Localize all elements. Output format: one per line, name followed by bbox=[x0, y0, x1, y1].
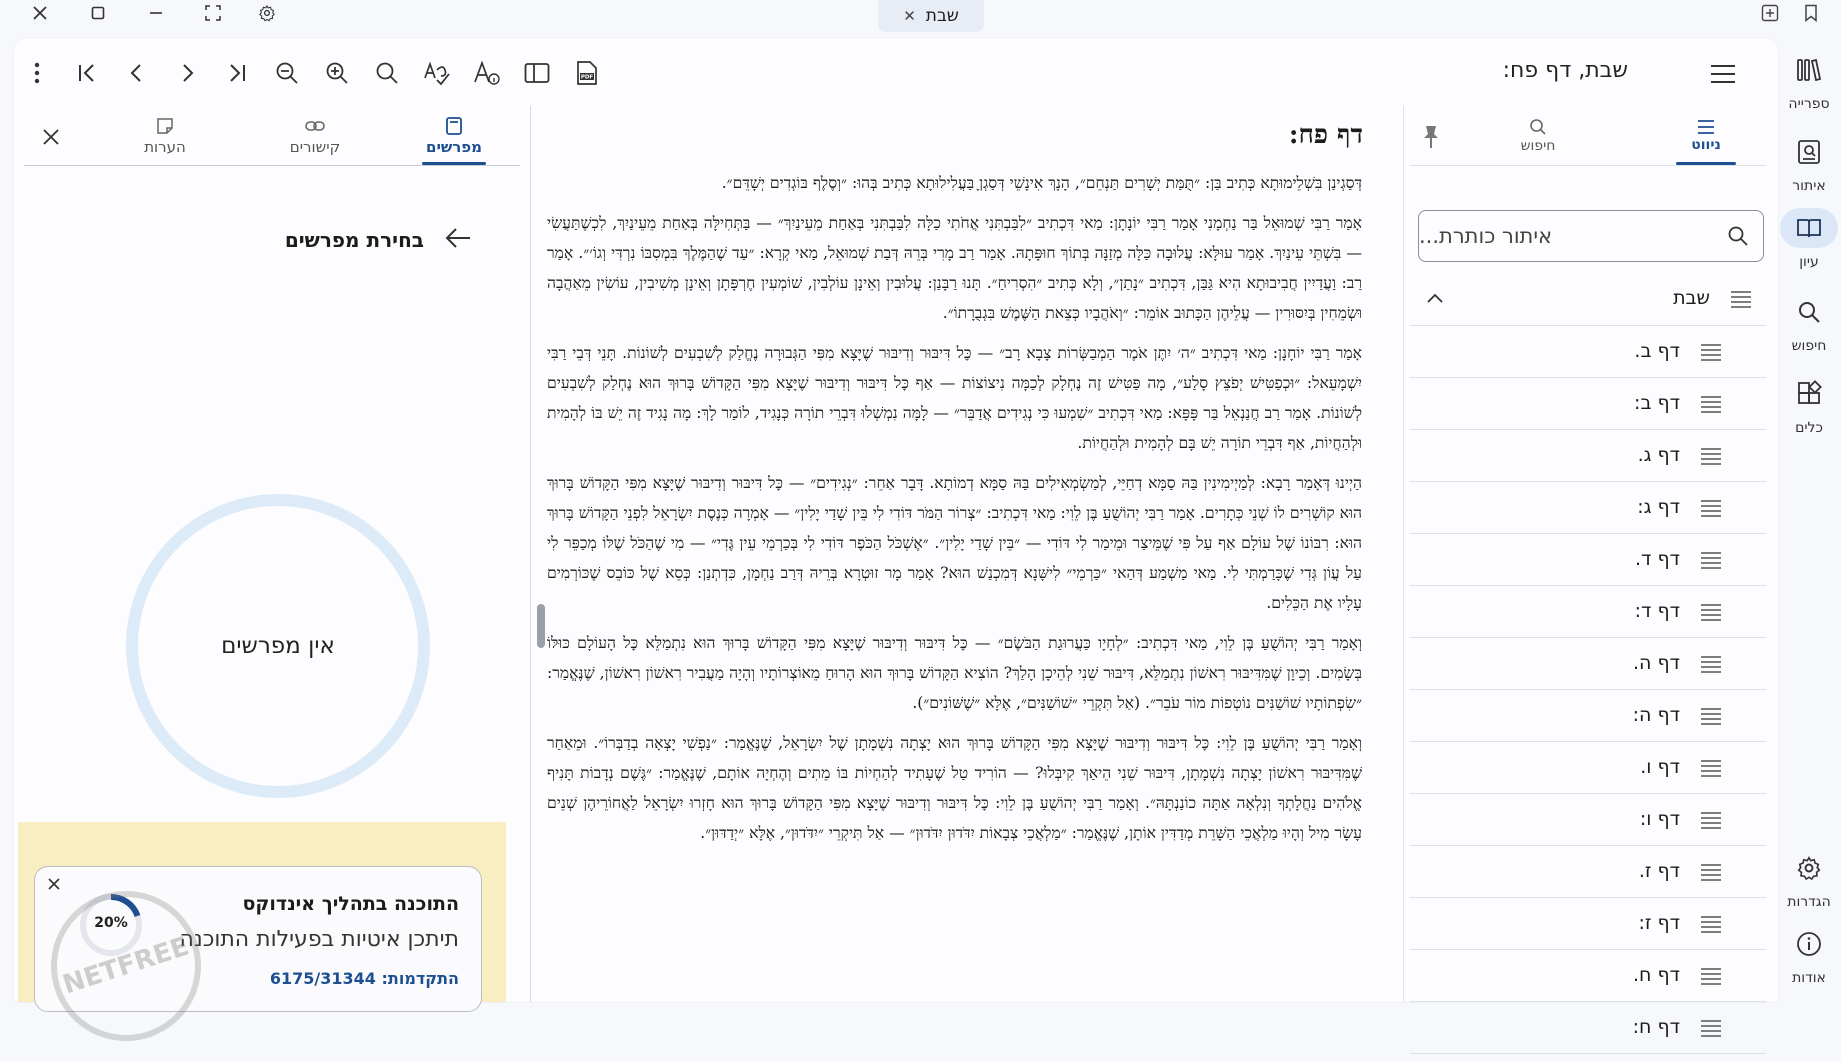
gear-icon bbox=[258, 4, 276, 22]
search-placeholder: איתור כותרת... bbox=[1419, 224, 1553, 248]
rail-label: הגדרות bbox=[1787, 894, 1831, 910]
find-icon bbox=[1795, 138, 1823, 166]
book-toc-header[interactable] bbox=[1410, 272, 1766, 326]
toc-row[interactable] bbox=[1410, 846, 1766, 898]
close-icon bbox=[47, 877, 61, 891]
toc-row[interactable] bbox=[1410, 326, 1766, 378]
book-label: שבת bbox=[1673, 287, 1710, 309]
rail-about[interactable] bbox=[1777, 924, 1841, 986]
tab-notes[interactable] bbox=[110, 110, 220, 162]
pdf-button[interactable] bbox=[570, 56, 604, 90]
toc-label: דף ז: bbox=[1638, 912, 1680, 934]
zoom-in-button[interactable] bbox=[320, 56, 354, 90]
tab-label: שבת bbox=[925, 6, 959, 26]
window-settings-button[interactable] bbox=[253, 0, 281, 26]
zoom-out-icon bbox=[275, 61, 299, 85]
search-icon bbox=[1795, 298, 1823, 326]
tab-label: הערות bbox=[144, 138, 186, 156]
toast-title: התוכנה בתהליך אינדוקס bbox=[242, 893, 459, 915]
text-paragraph: אָמַר רַבִּי שְׁמוּאֵל בַּר נַחְמָנִי אָמַר רַבִּי יוֹנָתָן: מַאי דִּכְתִיב ״לִבַּבְתִּנִי אֲחֹתִי כַלָּה לִבַּבְתִּנִי בְּאַחַת מֵעֵינַיִךְ״ — בַּתְּחִילָּה בְּאַחַת מֵעֵינַיִךְ, לִכְשֶׁתַּעֲשִׂי — בִּשְׁתֵּי עֵינַיִךְ. אָמַר עוּלָּא: עֲלוּבָה כַּלָּה מְזַנָּה בְּתוֹךְ חוּפָּתָהּ. אָמַר רַב מָרִי בְּרֵהּ דְּבַת שְׁמוּאֵל, מַאי קְרָא: ״עַד שֶׁהַמֶּלֶךְ בִּמְסִבּוֹ נִרְדִּי וְגוֹ׳״. אָמַר רַב: וַעֲדַיִין חֲבִיבוּתָא הִיא גַּבַּן, דִּכְתִיב ״נָתַן״, וְלָא כְּתִיב ״הִסְרִיחַ״. תָּנוּ רַבָּנַן: עֲלוּבִין וְאֵינָן עוֹלְבִין, שׁוֹמְעִין חֶרְפָּתָן וְאֵינָן מְשִׁיבִין, עוֹשִׂין מֵאַהֲבָה וּשְׂמֵחִין בְּיִסּוּרִין — עֲלֵיהֶן הַכָּתוּב אוֹמֵר: ״וְאֹהֲבָיו כְּצֵאת הַשֶּׁמֶשׁ בִּגְבֻרָתוֹ״. bbox=[547, 214, 1362, 322]
link-icon bbox=[304, 116, 326, 136]
library-icon bbox=[1795, 56, 1823, 84]
text-paragraph: וְאָמַר רַבִּי יְהוֹשֻׁעַ בֶּן לֵוִי, מַאי דִּכְתִיב: ״לְחָיָו כַּעֲרוּגַת הַבֹּשֶׂם״ — כׇּל דִּיבּוּר וְדִיבּוּר שֶׁיָּצָא מִפִּי הַקָּדוֹשׁ בָּרוּךְ הוּא נִתְמַלֵּא כׇּל הָעוֹלָם כּוּלּוֹ בְּשָׂמִים. וְכֵיוָן שֶׁמִּדִּיבּוּר רִאשׁוֹן נִתְמַלֵּא, דִּיבּוּר שֵׁנִי לְהֵיכָן הָלַךְ? הוֹצִיא הַקָּדוֹשׁ בָּרוּךְ הוּא הָרוּחַ מֵאוֹצְרוֹתָיו וְהָיָה מַעֲבִיר רִאשׁוֹן רִאשׁוֹן, שֶׁנֶּאֱמַר: ״שִׂפְתוֹתָיו שׁוֹשַׁנִּים נוֹטְפוֹת מוֹר עֹבֵר״. (אַל תִּקְרֵי ״שׁוֹשַׁנִּים״, אֶלָּא ״שֶׁשּׁוֹנִים״). bbox=[547, 634, 1362, 712]
search-icon bbox=[1727, 225, 1749, 247]
zoom-in-icon bbox=[325, 61, 349, 85]
list-icon bbox=[1700, 499, 1722, 517]
book-open-icon bbox=[1795, 214, 1823, 242]
search-in-text-button[interactable] bbox=[370, 56, 404, 90]
toc-label: דף ח: bbox=[1632, 1016, 1680, 1038]
toc-label: דף ו: bbox=[1639, 808, 1680, 830]
more-vertical-icon bbox=[34, 62, 40, 84]
list-icon bbox=[1700, 915, 1722, 933]
chevron-up-icon[interactable] bbox=[1424, 287, 1446, 309]
add-tab-icon bbox=[1761, 4, 1779, 22]
close-icon bbox=[32, 5, 48, 21]
tab-label: מפרשים bbox=[426, 138, 482, 156]
tools-icon bbox=[1795, 380, 1823, 408]
gear-icon bbox=[1796, 855, 1822, 881]
toc-row[interactable] bbox=[1410, 898, 1766, 950]
list-icon bbox=[1700, 1019, 1722, 1037]
divider bbox=[1410, 165, 1766, 166]
more-options-button[interactable] bbox=[20, 56, 54, 90]
rail-search[interactable] bbox=[1777, 292, 1841, 354]
hamburger-icon bbox=[1709, 63, 1737, 85]
rail-find[interactable] bbox=[1777, 132, 1841, 194]
progress-percent: 20% bbox=[94, 915, 128, 931]
reader-toolbar bbox=[14, 38, 1778, 106]
first-page-button[interactable] bbox=[70, 56, 104, 90]
toc-label: דף ג. bbox=[1637, 444, 1680, 466]
toc-label: דף ב. bbox=[1634, 340, 1680, 362]
toc-label: דף ג: bbox=[1637, 496, 1680, 518]
tab-shabbat[interactable] bbox=[878, 0, 984, 32]
info-icon bbox=[1796, 931, 1822, 957]
list-icon bbox=[1700, 395, 1722, 413]
text-check-icon bbox=[423, 60, 451, 86]
rail-library[interactable] bbox=[1777, 50, 1841, 112]
list-icon bbox=[1700, 811, 1722, 829]
rail-tools[interactable] bbox=[1777, 374, 1841, 436]
nav-tabs bbox=[1404, 106, 1779, 166]
split-view-button[interactable] bbox=[520, 56, 554, 90]
empty-message: אין מפרשים bbox=[221, 633, 335, 659]
commentators-panel bbox=[14, 106, 530, 1002]
text-paragraph: דְּסַגְינַן בִּשְׁלֵימוּתָא כְּתִיב בַּן: ״תֻּמַּת יְשָׁרִים תַּנְחֵם״, הָנָךְ אִינָשֵׁי דְּסַגְןָ בַּעֲלִילוּתָא כְּתִיב בְּהוּ: ״וְסֶלֶף בּוֹגְדִים יְשָׁדֵּם״. bbox=[721, 174, 1362, 192]
toc-label: דף ו. bbox=[1640, 756, 1680, 778]
bookmark-icon bbox=[1803, 4, 1819, 22]
watermark-stamp: NETFREE bbox=[31, 871, 220, 1060]
minimize-button[interactable] bbox=[142, 0, 170, 26]
chevron-right-icon bbox=[176, 62, 198, 84]
toc-row[interactable] bbox=[1410, 430, 1766, 482]
fullscreen-button[interactable] bbox=[199, 0, 227, 26]
bookmark-button[interactable] bbox=[1797, 0, 1825, 26]
fullscreen-icon bbox=[205, 5, 221, 21]
previous-page-button[interactable] bbox=[120, 56, 154, 90]
text-paragraph: הַיְינוּ דְּאָמַר רָבָא: לְמַיְימִינִין בַּהּ סַמָּא דְחַיֵּי, לְמַשְׂמְאִילִים בַּהּ סַמָּא דְמוֹתָא. דָּבָר אַחֵר: ״נְגִידִים״ — כׇּל דִּיבּוּר וְדִיבּוּר שֶׁיָּצָא מִפִּי הַקָּדוֹשׁ בָּרוּךְ הוּא קוֹשְׁרִים לוֹ שְׁנֵי כְּתָרִים. אָמַר רַבִּי יְהוֹשֻׁעַ בֶּן לֵוִי: מַאי דִּכְתִיב: ״צְרוֹר הַמֹּר דּוֹדִי לִי בֵּין שָׁדַי יָלִין״ — אָמְרָה כְּנֶסֶת יִשְׂרָאֵל לִפְנֵי הַקָּדוֹשׁ בָּרוּךְ הוּא: רִבּוֹנוֹ שֶׁל עוֹלָם אַף עַל פִּי שֶׁמֵּיצַר וּמֵימַר לִי דּוֹדִי — ״בֵּין שָׁדַי יָלִין״. ״אֶשְׁכֹּל הַכֹּפֶר דּוֹדִי לִי בְּכַרְמֵי עֵין גֶּדִי״ — מִי שֶׁהַכֹּל שֶׁלּוֹ מְכַפֵּר לִי עַל עֲוֹן גְּדִי שֶׁכָּרַמְתִּי לִי. מַאי מַשְׁמַע דְּהַאי ״כַּרְמֵי״ לִישָּׁנָא דְּמִכְנַשׁ הוּא? אָמַר מָר זוּטְרָא בְּרֵיהּ דְּרַב נַחְמָן, כִּדְתְנַן: כְּסֵא שֶׁל כּוֹבֵס שֶׁכּוֹרְמִים עָלָיו אֶת הַכֵּלִים. bbox=[547, 474, 1362, 612]
toc-row[interactable] bbox=[1410, 794, 1766, 846]
toc-label: דף ד: bbox=[1634, 600, 1680, 622]
toc-row[interactable] bbox=[1410, 534, 1766, 586]
text-body bbox=[547, 168, 1362, 858]
choose-commentators-title: בחירת מפרשים bbox=[284, 228, 424, 252]
maximize-icon bbox=[91, 6, 105, 20]
toc-label: דף ז. bbox=[1638, 860, 1680, 882]
toc-label: דף ד. bbox=[1635, 548, 1680, 570]
toast-progress-text: התקדמות: 6175/31344 bbox=[269, 969, 459, 988]
rail-label: כלים bbox=[1795, 420, 1823, 436]
menu-button[interactable] bbox=[1704, 55, 1742, 93]
toc-row[interactable] bbox=[1410, 586, 1766, 638]
rail-label: ספרייה bbox=[1788, 96, 1830, 112]
new-tab-button[interactable] bbox=[1756, 0, 1784, 26]
daf-heading: דף פח: bbox=[1288, 120, 1363, 150]
toc-label: דף ח. bbox=[1632, 964, 1680, 986]
rail-label: אודות bbox=[1792, 970, 1826, 986]
toast-message: תיתכן איטיות בפעילות התוכנה bbox=[179, 927, 459, 952]
panel-resize-handle[interactable] bbox=[537, 604, 545, 648]
divider bbox=[24, 165, 520, 166]
list-icon bbox=[1700, 967, 1722, 985]
navigation-panel bbox=[1403, 106, 1778, 1038]
tab-navigation[interactable] bbox=[1661, 110, 1751, 162]
title-bar bbox=[0, 0, 1841, 28]
pdf-icon bbox=[575, 60, 599, 86]
rail-label: עיון bbox=[1799, 254, 1819, 270]
tab-close-icon[interactable]: ✕ bbox=[903, 7, 916, 25]
text-view bbox=[530, 106, 1403, 1002]
hamburger-icon bbox=[1697, 119, 1715, 135]
toc-row[interactable] bbox=[1410, 482, 1766, 534]
list-icon bbox=[1730, 290, 1752, 308]
svg-text:PDF: PDF bbox=[580, 74, 594, 81]
list-icon bbox=[1700, 863, 1722, 881]
tab-links[interactable] bbox=[260, 110, 370, 162]
text-paragraph: וְאָמַר רַבִּי יְהוֹשֻׁעַ בֶּן לֵוִי: כׇּל דִּיבּוּר וְדִיבּוּר שֶׁיָּצָא מִפִּי הַקָּדוֹשׁ בָּרוּךְ הוּא יָצְתָה נִשְׁמָתָן שֶׁל יִשְׂרָאֵל, שֶׁנֶּאֱמַר: ״נַפְשִׁי יָצְאָה בְדַבְּרוֹ״. וּמֵאַחַר שֶׁמִּדִּיבּוּר רִאשׁוֹן יָצְתָה נִשְׁמָתָן, דִּיבּוּר שֵׁנִי הֵיאַךְ קִיבְּלוּ? — הוֹרִיד טַל שֶׁעָתִיד לְהַחְיוֹת בּוֹ מֵתִים וְהֶחְיָה אוֹתָם, שֶׁנֶּאֱמַר: ״גֶּשֶׁם נְדָבוֹת תָּנִיף אֱלֹהִים נַחֲלָתְךָ וְנִלְאָה אַתָּה כוֹנַנְתָּהּ״. וְאָמַר רַבִּי יְהוֹשֻׁעַ בֶּן לֵוִי: כׇּל דִּיבּוּר וְדִיבּוּר שֶׁיָּצָא מִפִּי הַקָּדוֹשׁ בָּרוּךְ הוּא חָזְרוּ יִשְׂרָאֵל לַאֲחוֹרֵיהֶן שְׁנֵים עָשָׂר מִיל וְהָיוּ מַלְאֲכֵי הַשָּׁרֵת מְדַדִּין אוֹתָן, שֶׁנֶּאֱמַר: ״מַלְאֲכֵי צְבָאוֹת יִדֹּדוּן יִדֹּדוּן״ — אַל תִּיקְרֵי ״יִדֹּדוּן״, אֶלָּא ״יְדַדּוּן״. bbox=[547, 734, 1362, 842]
list-icon bbox=[1700, 655, 1722, 673]
side-rail bbox=[1777, 36, 1841, 1002]
book-icon bbox=[445, 116, 463, 136]
arrow-left-icon bbox=[444, 226, 472, 250]
tab-search[interactable] bbox=[1493, 110, 1583, 162]
toc-label: דף ב: bbox=[1634, 392, 1680, 414]
list-icon bbox=[1700, 759, 1722, 777]
rail-label: איתור bbox=[1792, 178, 1826, 194]
pin-panel-button[interactable] bbox=[1416, 122, 1446, 152]
main-card bbox=[14, 38, 1778, 1038]
toc-row[interactable] bbox=[1410, 950, 1766, 1002]
tab-commentators[interactable] bbox=[399, 110, 509, 162]
list-icon bbox=[1700, 707, 1722, 725]
search-icon bbox=[1529, 118, 1547, 136]
list-icon bbox=[1700, 603, 1722, 621]
note-icon bbox=[155, 116, 175, 136]
next-page-button[interactable] bbox=[170, 56, 204, 90]
indexing-toast bbox=[34, 866, 482, 1012]
toast-close-button[interactable] bbox=[43, 873, 65, 895]
tab-label: חיפוש bbox=[1520, 138, 1556, 154]
toc-row[interactable] bbox=[1410, 638, 1766, 690]
last-page-button[interactable] bbox=[220, 56, 254, 90]
last-page-icon bbox=[226, 62, 248, 84]
font-info-icon bbox=[473, 60, 501, 86]
rail-label: חיפוש bbox=[1791, 338, 1827, 354]
tab-label: ניווט bbox=[1691, 137, 1721, 153]
list-icon bbox=[1700, 551, 1722, 569]
text-paragraph: אָמַר רַבִּי יוֹחָנָן: מַאי דִּכְתִיב ״ה׳ יִתֶּן אֹמֶר הַמְבַשְּׂרוֹת צָבָא רָב״ — כׇּל דִּיבּוּר וְדִיבּוּר שֶׁיָּצָא מִפִּי הַגְּבוּרָה נֶחֱלַק לְשִׁבְעִים לְשׁוֹנוֹת. תָּנֵי דְּבֵי רַבִּי יִשְׁמָעֵאל: ״וּכְפַטִּישׁ יְפֹצֵץ סָלַע״, מָה פַּטִּישׁ זֶה נֶחְלָק לְכַמָּה נִיצוֹצוֹת — אַף כׇּל דִּיבּוּר וְדִיבּוּר שֶׁיָּצָא מִפִּי הַקָּדוֹשׁ בָּרוּךְ הוּא נֶחְלַק לְשִׁבְעִים לְשׁוֹנוֹת. אָמַר רַב חֲנַנְאֵל בַּר פָּפָּא: מַאי דִּכְתִיב ״שִׁמְעוּ כִּי נְגִידִים אֲדַבֵּר״ — לָמָּה נִמְשְׁלוּ דִּבְרֵי תוֹרָה כְּנָגִיד, לוֹמַר לָךְ: מָה נָגִיד זֶה יֵשׁ בּוֹ לְהָמִית וּלְהַחֲיוֹת, אַף דִּבְרֵי תוֹרָה יֵשׁ בָּם לְהָמִית וּלְהַחֲיוֹת. bbox=[547, 344, 1362, 452]
search-icon bbox=[375, 61, 399, 85]
back-button[interactable] bbox=[444, 226, 472, 254]
toc-row[interactable] bbox=[1410, 742, 1766, 794]
pin-icon bbox=[1421, 124, 1441, 150]
toc-label: דף ה. bbox=[1632, 652, 1680, 674]
rail-settings[interactable] bbox=[1777, 848, 1841, 910]
nikud-toggle-button[interactable] bbox=[420, 56, 454, 90]
list-icon bbox=[1700, 447, 1722, 465]
close-window-button[interactable] bbox=[26, 0, 54, 26]
toc-label: דף ה: bbox=[1632, 704, 1680, 726]
tab-label: קישורים bbox=[289, 138, 341, 156]
first-page-icon bbox=[76, 62, 98, 84]
empty-commentators-indicator bbox=[126, 494, 430, 798]
page-title: שבת, דף פח: bbox=[1502, 58, 1628, 83]
zoom-out-button[interactable] bbox=[270, 56, 304, 90]
title-search-input[interactable] bbox=[1418, 210, 1764, 262]
toc-row[interactable] bbox=[1410, 1002, 1766, 1054]
minimize-icon bbox=[149, 6, 163, 20]
rail-study[interactable] bbox=[1777, 208, 1841, 270]
list-icon bbox=[1700, 343, 1722, 361]
close-icon bbox=[42, 128, 60, 146]
font-info-button[interactable] bbox=[470, 56, 504, 90]
toc-row[interactable] bbox=[1410, 378, 1766, 430]
split-view-icon bbox=[524, 62, 550, 84]
chevron-left-icon bbox=[126, 62, 148, 84]
toc-row[interactable] bbox=[1410, 690, 1766, 742]
close-commentators-button[interactable] bbox=[36, 122, 66, 152]
maximize-button[interactable] bbox=[84, 0, 112, 26]
